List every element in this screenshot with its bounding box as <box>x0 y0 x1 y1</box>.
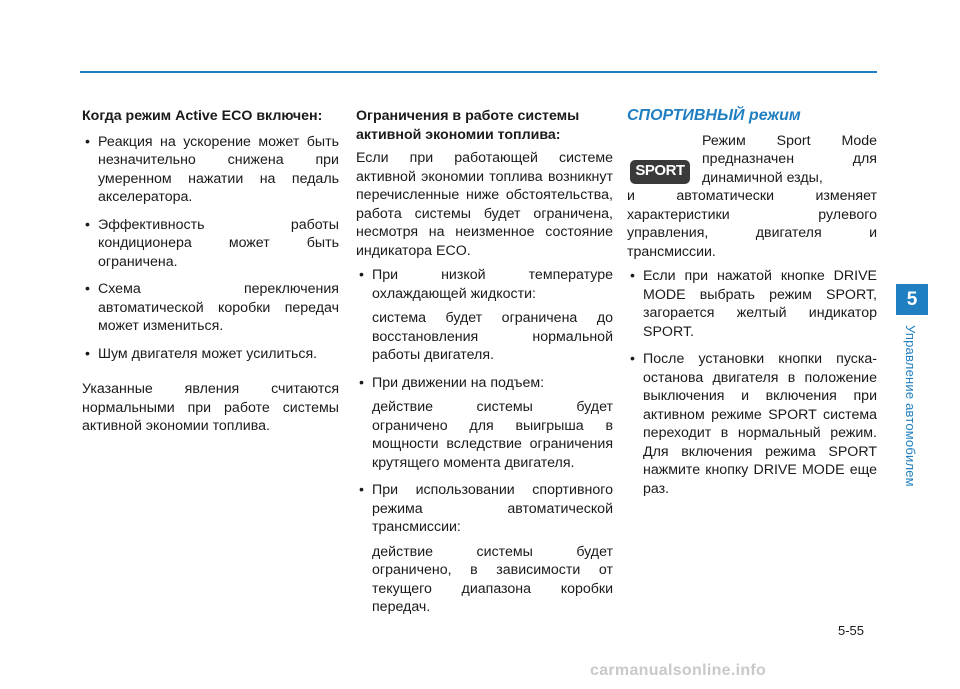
column-limitations <box>356 107 613 626</box>
chapter-label: Управление автомобилем <box>903 325 918 487</box>
list-item-detail: действие системы будет ограничено, в зависимости от текущего диапазона коробки передач. <box>372 543 613 615</box>
column-sport-mode <box>627 107 877 507</box>
sport-list <box>627 267 877 498</box>
sport-mode-title: СПОРТИВНЫЙ режим <box>627 107 801 124</box>
active-eco-list <box>82 133 339 364</box>
header-rule <box>80 71 877 73</box>
page-number: 5-55 <box>838 623 865 638</box>
sport-mode-icon <box>630 160 690 184</box>
list-item: • При использовании спортивного режима автоматической трансмиссии: <box>356 481 613 537</box>
limitations-list-2 <box>356 374 613 393</box>
column-active-eco <box>82 107 339 436</box>
active-eco-note: Указанные явления считаются нормальными при работе системы активной экономии топлива. <box>82 381 339 434</box>
list-item: • Шум двигателя может усилиться. <box>82 345 339 364</box>
list-item: • После установки кнопки пуска-останова двигателя в положение выключения и включения при активном режиме SPORT система переходит в нормальный режим. Для включения режима SPORT нажмите кнопку DRIVE MODE еще раз. <box>627 350 877 498</box>
list-item: • Схема переключения автоматической коробки передач может измениться. <box>82 280 339 336</box>
limitations-heading: Ограничения в работе системы активной экономии топлива: <box>356 108 580 143</box>
list-item: • При движении на подъем: <box>356 374 613 393</box>
chapter-tab: 5 <box>896 284 928 315</box>
list-item: • Если при нажатой кнопке DRIVE MODE выбрать режим SPORT, загорается желтый индикатор SPORT. <box>627 267 877 341</box>
limitations-list <box>356 266 613 303</box>
sport-mode-icon-label: SPORT <box>635 162 685 180</box>
sport-intro-rest: и автоматически изменяет характеристики рулевого управления, двигателя и трансмиссии. <box>627 188 877 260</box>
sport-intro <box>627 132 877 262</box>
list-item-detail: действие системы будет ограничено для выигрыша в мощности вследствие ограничения крутящего момента двигателя. <box>372 399 613 471</box>
limitations-list-3 <box>356 481 613 537</box>
sport-intro-indented: Режим Sport Mode предназначен для динамичной езды, <box>702 132 877 186</box>
list-item: • Эффективность работы кондиционера может быть ограничена. <box>82 216 339 272</box>
active-eco-heading: Когда режим Active ECO включен: <box>82 108 323 124</box>
list-item: • Реакция на ускорение может быть незначительно снижена при умеренном нажатии на педаль акселератора. <box>82 133 339 207</box>
list-item-detail: система будет ограничена до восстановления нормальной работы двигателя. <box>372 310 613 363</box>
watermark: carmanualsonline.info <box>590 662 767 679</box>
list-item: • При низкой температуре охлаждающей жидкости: <box>356 266 613 303</box>
limitations-intro: Если при работающей системе активной экономии топлива возникнут перечисленные ниже обстоятельства, работа системы будет ограничена, несмотря на неизменное состояние индикатора ECO. <box>356 150 613 259</box>
